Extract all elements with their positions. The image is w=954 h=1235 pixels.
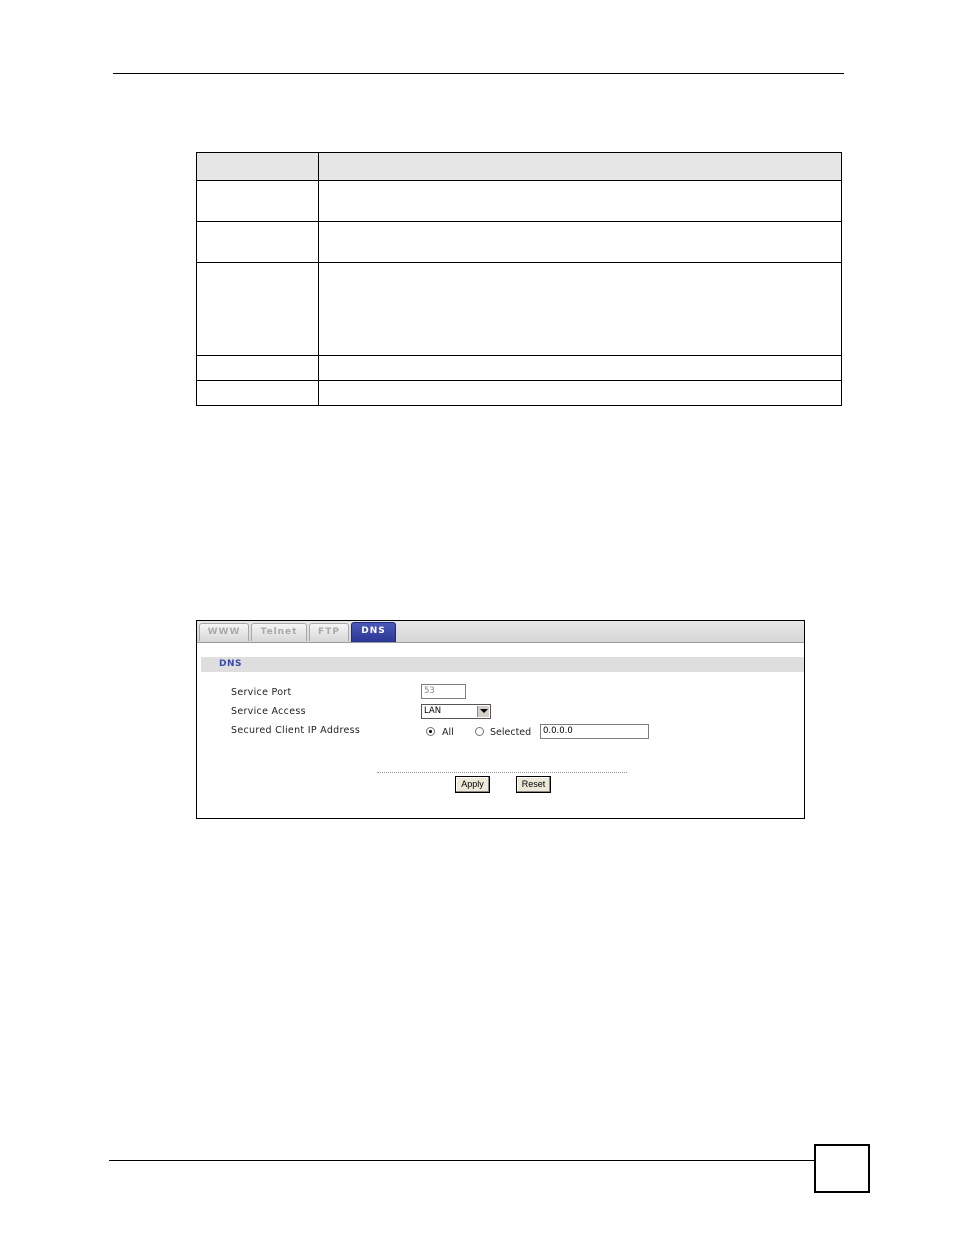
tab-bar <box>197 621 804 643</box>
footer-rule <box>109 1160 814 1161</box>
secured-client-ip-label: Secured Client IP Address <box>231 725 361 736</box>
tab-ftp[interactable]: FTP <box>309 623 349 641</box>
radio-selected-label: Selected <box>490 727 532 738</box>
table-header-row <box>197 153 842 181</box>
radio-selected[interactable] <box>475 727 484 736</box>
section-header <box>201 657 804 672</box>
service-access-label: Service Access <box>231 706 306 717</box>
chevron-down-icon[interactable] <box>477 706 489 717</box>
service-port-input[interactable]: 53 <box>421 684 466 699</box>
tab-telnet[interactable]: Telnet <box>251 623 307 641</box>
table-cell <box>319 356 842 381</box>
client-ip-input[interactable]: 0.0.0.0 <box>540 724 649 739</box>
table-header-cell <box>197 153 319 181</box>
service-access-value: LAN <box>424 706 442 716</box>
radio-all-label: All <box>442 727 454 738</box>
table-cell <box>319 263 842 356</box>
section-title: DNS <box>219 659 242 669</box>
button-separator <box>377 772 627 773</box>
radio-all[interactable] <box>426 727 435 736</box>
table-cell <box>197 381 319 406</box>
table-cell <box>319 381 842 406</box>
table-cell <box>197 356 319 381</box>
header-rule <box>113 73 844 74</box>
table-cell <box>319 181 842 222</box>
table-row <box>197 263 842 356</box>
reference-table <box>196 152 842 406</box>
table-header-cell <box>319 153 842 181</box>
service-access-select[interactable] <box>421 704 491 719</box>
apply-button[interactable]: Apply <box>455 776 490 793</box>
table-cell <box>197 181 319 222</box>
reset-button[interactable]: Reset <box>516 776 551 793</box>
table-row <box>197 181 842 222</box>
table-cell <box>197 263 319 356</box>
tab-dns[interactable]: DNS <box>351 622 396 642</box>
table-row <box>197 356 842 381</box>
service-port-label: Service Port <box>231 687 292 698</box>
page-number-box <box>814 1144 870 1193</box>
table-cell <box>319 222 842 263</box>
dns-screen-panel <box>196 620 805 819</box>
tab-www[interactable]: WWW <box>199 623 249 641</box>
table-cell <box>197 222 319 263</box>
table-row <box>197 222 842 263</box>
table-row <box>197 381 842 406</box>
